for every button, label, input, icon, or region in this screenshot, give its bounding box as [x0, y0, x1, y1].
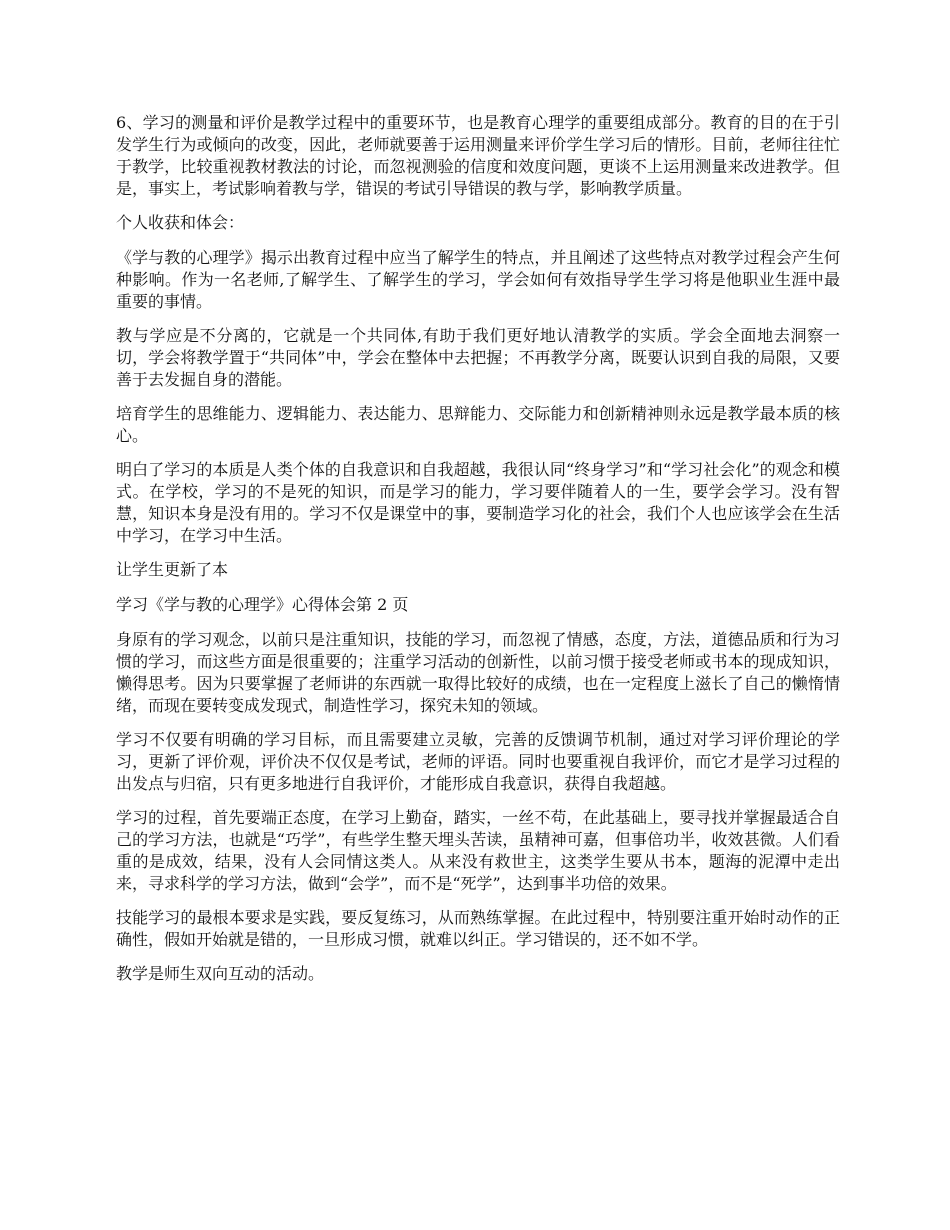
document-page	[116, 112, 840, 998]
paragraph-learning-concepts: 身原有的学习观念，以前只是注重知识，技能的学习，而忽视了情感，态度，方法，道德品质和行为习惯的学习，而这些方面是很重要的；注重学习活动的创新性，以前习惯于接受老师或书本的现成知识，懒得思考。因为只要掌握了老师讲的东西就一取得比较好的成绩，也在一定程度上滋长了自己的懒惰情绪，而现在要转变成发现式，制造性学习，探究未知的领域。	[116, 630, 840, 715]
paragraph-teaching-interaction: 教学是师生双向互动的活动。	[116, 964, 325, 983]
paragraph-fragment-update: 让学生更新了本	[116, 560, 229, 579]
paragraph-book-reveal: 《学与教的心理学》揭示出教育过程中应当了解学生的特点，并且阐述了这些特点对教学过程会产生何种影响。作为一名老师,了解学生、了解学生的学习，学会如何有效指导学生学习将是他职业生涯中最重要的事情。	[116, 248, 840, 311]
paragraph-lifelong-learning: 明白了学习的本质是人类个体的自我意识和自我超越，我很认同“终身学习”和“学习社会化”的观念和模式。在学校，学习的不是死的知识，而是学习的能力，学习要伴随着人的一生，要学会学习。没有智慧，知识本身是没有用的。学习不仅是课堂中的事，要制造学习化的社会，我们个人也应该学会在生活中学习，在学习中生活。	[116, 460, 840, 545]
paragraph-skill-practice: 技能学习的最根本要求是实践，要反复练习，从而熟练掌握。在此过程中，特别要注重开始时动作的正确性，假如开始就是错的，一旦形成习惯，就难以纠正。学习错误的，还不如不学。	[116, 908, 840, 949]
paragraph-learning-process: 学习的过程，首先要端正态度，在学习上勤奋，踏实，一丝不苟，在此基础上，要寻找并掌握最适合自己的学习方法，也就是“巧学”，有些学生整天埋头苦读，虽精神可嘉，但事倍功半，收效甚微。人们看重的是成效，结果，没有人会同情这类人。从来没有救世主，这类学生要从书本，题海的泥潭中走出来，寻求科学的学习方法，做到“会学”，而不是“死学”，达到事半功倍的效果。	[116, 808, 840, 893]
page-header-line: 学习《学与教的心理学》心得体会第 2 页	[116, 595, 409, 614]
paragraph-teaching-learning-unity: 教与学应是不分离的，它就是一个共同体,有助于我们更好地认清教学的实质。学会全面地去洞察一切，学会将教学置于“共同体”中，学会在整体中去把握；不再教学分离，既要认识到自我的局限，又要善于去发掘自身的潜能。	[116, 326, 840, 389]
paragraph-cultivate-abilities: 培育学生的思维能力、逻辑能力、表达能力、思辩能力、交际能力和创新精神则永远是教学最本质的核心。	[116, 404, 840, 445]
heading-personal-gains: 个人收获和体会：	[116, 213, 245, 232]
paragraph-learning-goals: 学习不仅要有明确的学习目标，而且需要建立灵敏，完善的反馈调节机制，通过对学习评价理论的学习，更新了评价观，评价决不仅仅是考试，老师的评语。同时也要重视自我评价，而它才是学习过程的出发点与归宿，只有更多地进行自我评价，才能形成自我意识，获得自我超越。	[116, 730, 840, 793]
paragraph-measurement-evaluation: 6、学习的测量和评价是教学过程中的重要环节，也是教育心理学的重要组成部分。教育的目的在于引发学生行为或倾向的改变，因此，老师就要善于运用测量来评价学生学习后的情形。目前，老师往往忙于教学，比较重视教材教法的讨论，而忽视测验的信度和效度问题，更谈不上运用测量来改进教学。但是，事实上，考试影响着教与学，错误的考试引导错误的教与学，影响教学质量。	[116, 113, 840, 198]
